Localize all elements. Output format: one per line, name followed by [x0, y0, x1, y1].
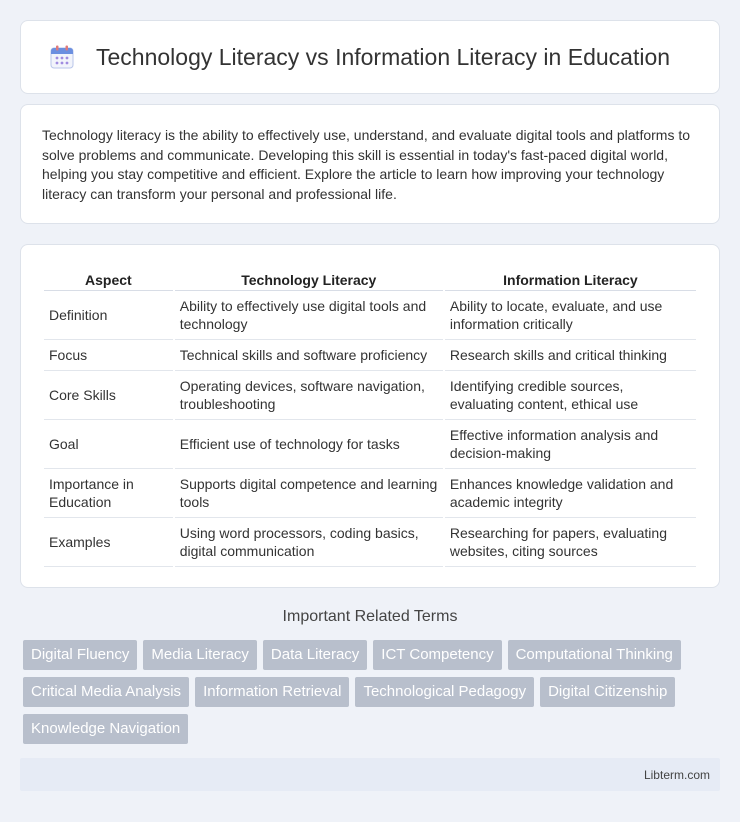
table-cell: Ability to effectively use digital tools and technology: [175, 291, 443, 340]
intro-card: [20, 104, 720, 224]
table-cell: Identifying credible sources, evaluating content, ethical use: [445, 371, 696, 420]
tag-data-literacy[interactable]: Data Literacy: [263, 640, 367, 670]
table-row: [44, 518, 696, 567]
tag-technological-pedagogy[interactable]: Technological Pedagogy: [355, 677, 534, 707]
header-card: [20, 20, 720, 94]
related-terms-list: [23, 640, 723, 744]
comparison-card: [20, 244, 720, 588]
table-row: [44, 469, 696, 518]
table-row: [44, 420, 696, 469]
table-cell: Researching for papers, evaluating websites, citing sources: [445, 518, 696, 567]
table-row: [44, 291, 696, 340]
table-cell: Technical skills and software proficiency: [175, 340, 443, 371]
table-header-row: [44, 265, 696, 291]
tag-computational-thinking[interactable]: Computational Thinking: [508, 640, 681, 670]
footer: [20, 758, 720, 791]
tag-media-literacy[interactable]: Media Literacy: [143, 640, 257, 670]
footer-brand-link[interactable]: Libterm.com: [643, 767, 710, 782]
related-terms-title: Important Related Terms: [282, 608, 458, 625]
table-cell: Importance in Education: [44, 469, 173, 518]
tag-digital-citizenship[interactable]: Digital Citizenship: [540, 677, 675, 707]
table-row: [44, 340, 696, 371]
page-title: Technology Literacy vs Information Literacy in Education: [96, 43, 671, 70]
table-row: [44, 371, 696, 420]
table-cell: Goal: [44, 420, 173, 469]
header-aspect: Aspect: [44, 265, 173, 291]
tag-digital-fluency[interactable]: Digital Fluency: [23, 640, 137, 670]
header-technology-literacy: Technology Literacy: [175, 265, 443, 291]
table-cell: Operating devices, software navigation, troubleshooting: [175, 371, 443, 420]
tag-ict-competency[interactable]: ICT Competency: [373, 640, 501, 670]
table-cell: Enhances knowledge validation and academic integrity: [445, 469, 696, 518]
intro-text: Technology literacy is the ability to effectively use, understand, and evaluate digital tools and platforms to solve problems and communicate. Developing this skill is essential in today's fast-paced digital world, helping you stay competitive and efficient. Explore the article to learn how improving your technology literacy can transform your personal and professional life.: [42, 127, 691, 202]
table-cell: Efficient use of technology for tasks: [175, 420, 443, 469]
table-cell: Focus: [44, 340, 173, 371]
tag-knowledge-navigation[interactable]: Knowledge Navigation: [23, 714, 188, 744]
table-cell: Using word processors, coding basics, digital communication: [175, 518, 443, 567]
comparison-table: [42, 265, 698, 567]
table-cell: Definition: [44, 291, 173, 340]
tag-critical-media-analysis[interactable]: Critical Media Analysis: [23, 677, 189, 707]
table-cell: Supports digital competence and learning tools: [175, 469, 443, 518]
table-cell: Core Skills: [44, 371, 173, 420]
calendar-icon: [49, 44, 75, 70]
table-cell: Examples: [44, 518, 173, 567]
header-information-literacy: Information Literacy: [445, 265, 696, 291]
table-cell: Research skills and critical thinking: [445, 340, 696, 371]
tag-information-retrieval[interactable]: Information Retrieval: [195, 677, 349, 707]
table-cell: Effective information analysis and decision-making: [445, 420, 696, 469]
table-cell: Ability to locate, evaluate, and use information critically: [445, 291, 696, 340]
